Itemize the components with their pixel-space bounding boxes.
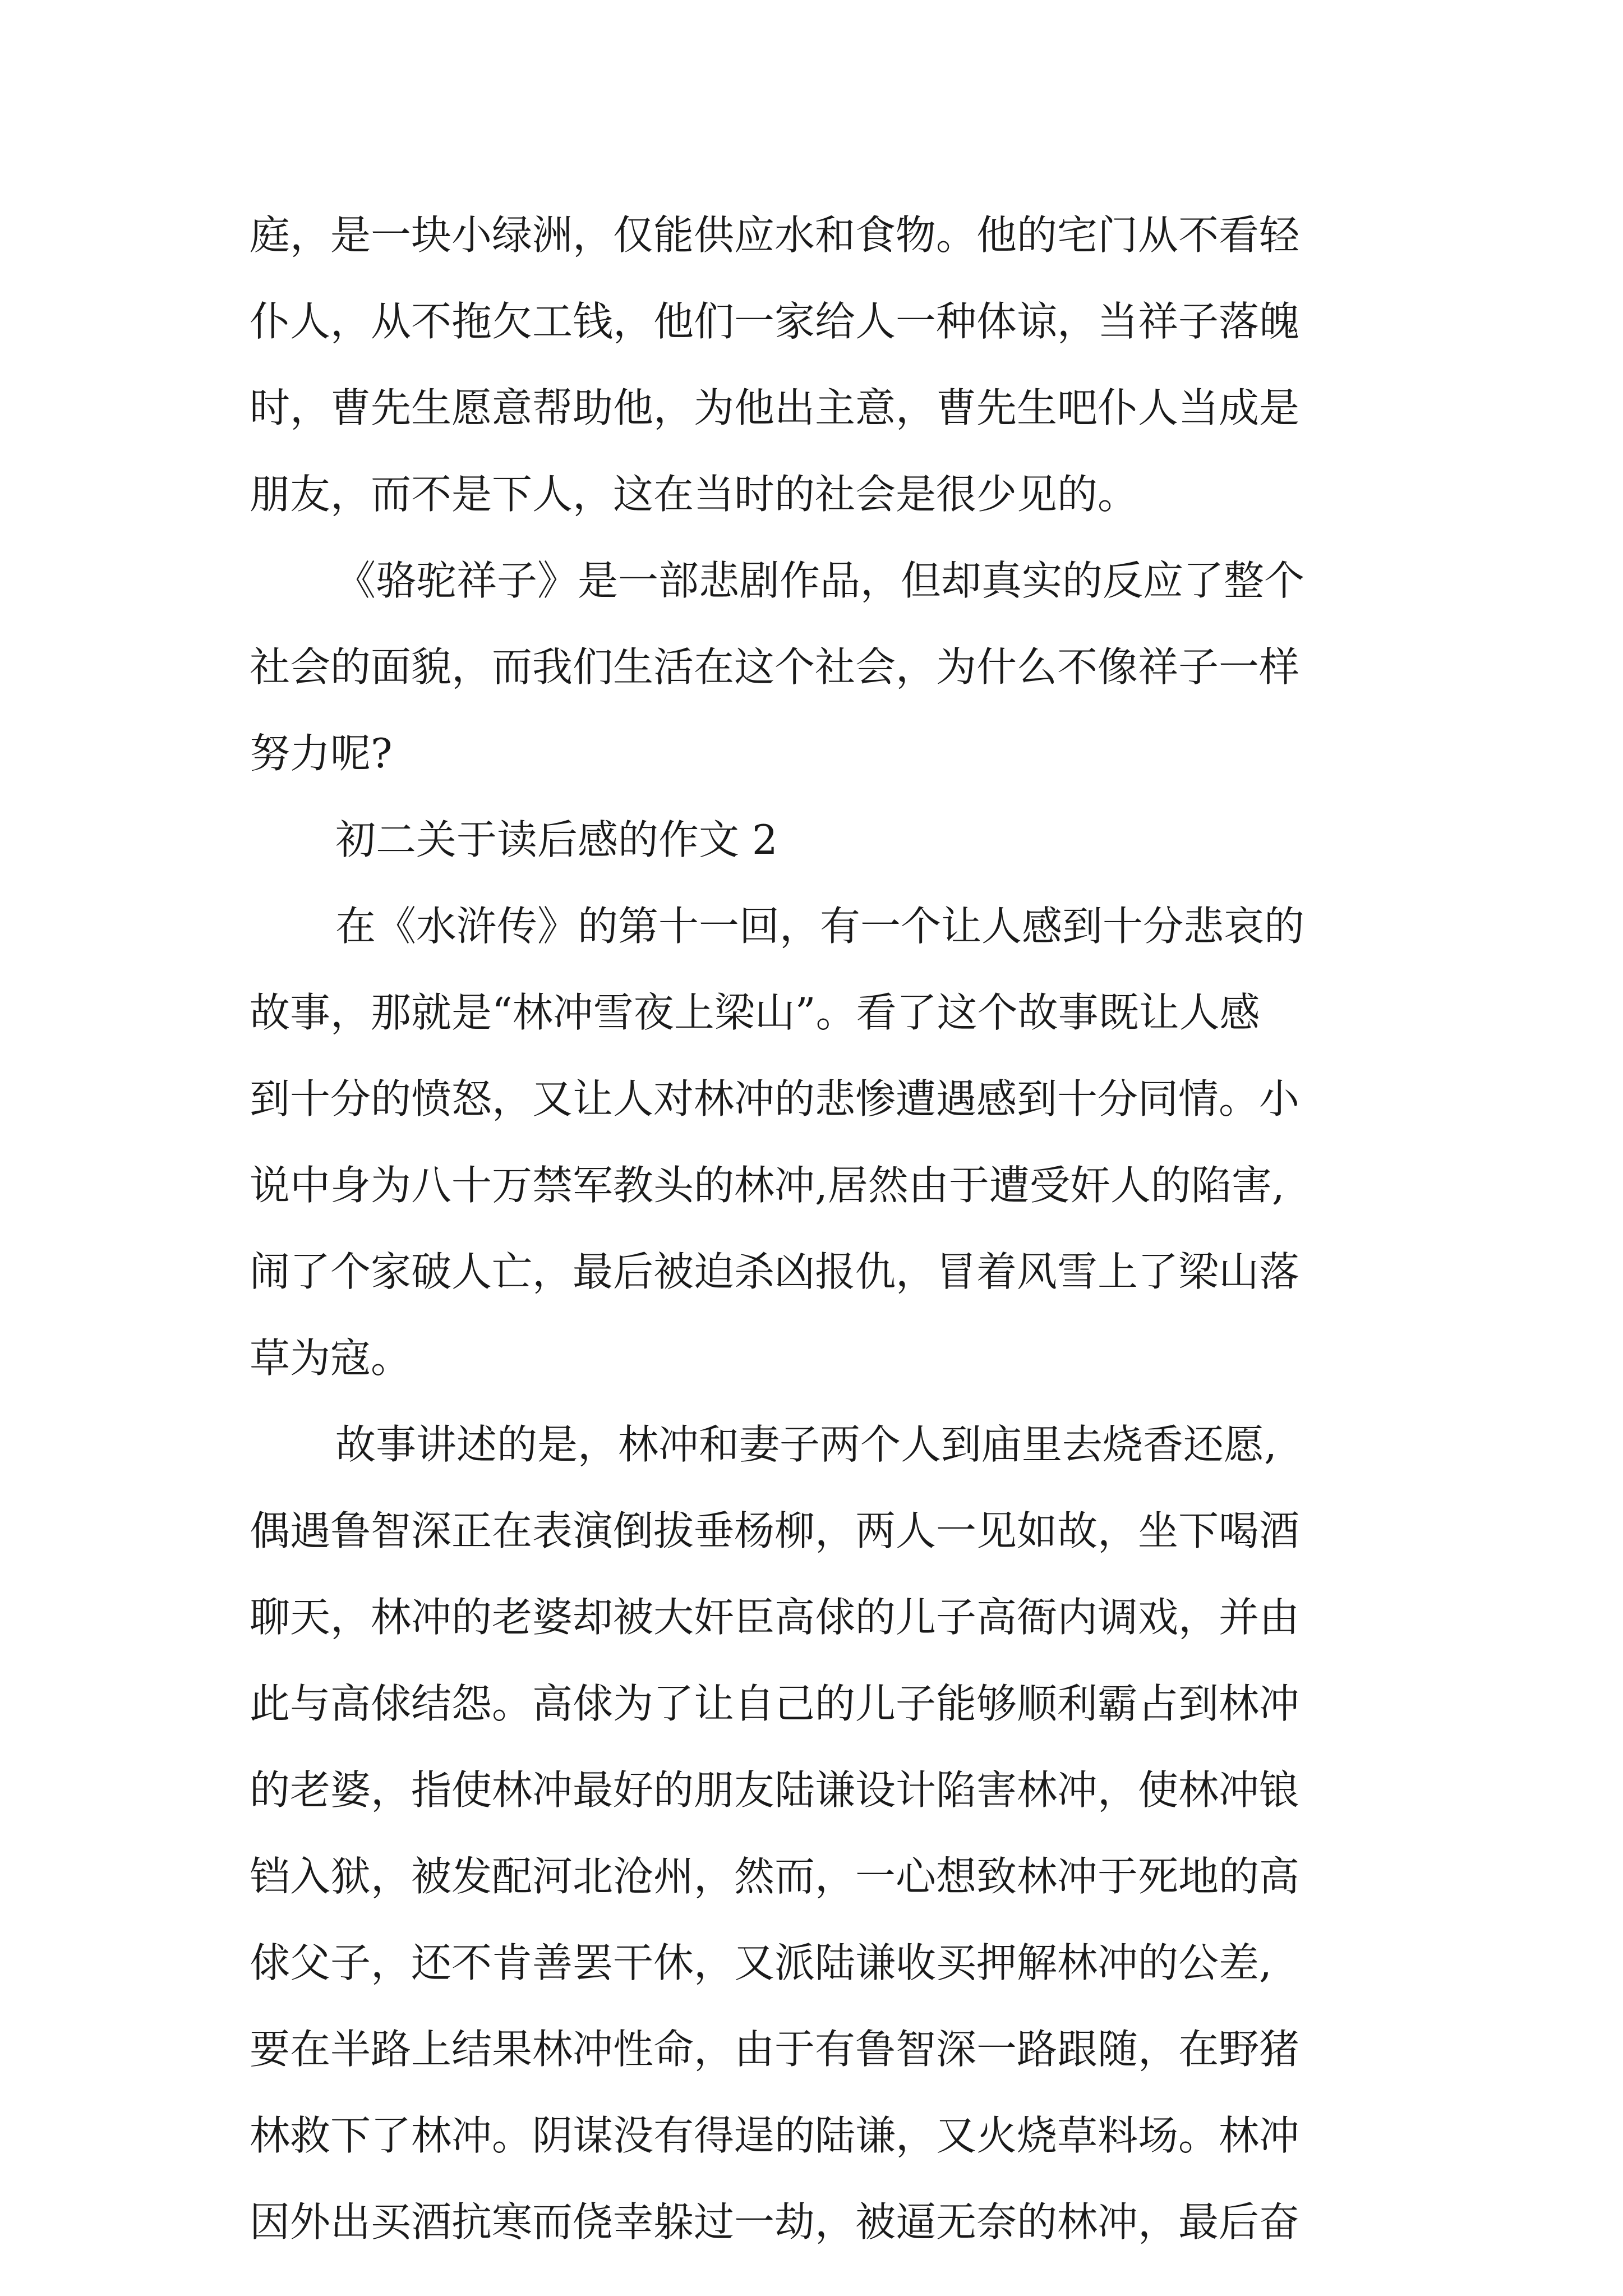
section-heading: 初二关于读后感的作文 2	[335, 816, 778, 863]
text-line: 林救下了林冲。阴谋没有得逞的陆谦，又火烧草料场。林冲	[250, 2112, 1300, 2159]
text-line: 故事，那就是“林冲雪夜上梁山”。看了这个故事既让人感	[250, 989, 1260, 1036]
text-line: 到十分的愤怒，又让人对林冲的悲惨遭遇感到十分同情。小	[250, 1075, 1300, 1122]
text-line: 时，曹先生愿意帮助他，为他出主意，曹先生吧仆人当成是	[250, 384, 1300, 431]
text-line: 草为寇。	[250, 1335, 412, 1382]
text-line: 铛入狱，被发配河北沧州，然而，一心想致林冲于死地的高	[250, 1853, 1300, 1900]
text-line: 的老婆，指使林冲最好的朋友陆谦设计陷害林冲，使林冲锒	[250, 1766, 1300, 1814]
text-line: 因外出买酒抗寒而侥幸躲过一劫，被逼无奈的林冲，最后奋	[250, 2198, 1300, 2246]
paragraph-first-line: 在《水浒传》的第十一回，有一个让人感到十分悲哀的	[335, 903, 1305, 950]
paragraph-first-line: 《骆驼祥子》是一部悲剧作品，但却真实的反应了整个	[335, 557, 1305, 604]
text-line: 社会的面貌，而我们生活在这个社会，为什么不像祥子一样	[250, 643, 1300, 691]
text-line: 朋友，而不是下人，这在当时的社会是很少见的。	[250, 471, 1138, 518]
paragraph-first-line: 故事讲述的是，林冲和妻子两个人到庙里去烧香还愿,	[335, 1421, 1277, 1468]
text-line: 此与高俅结怨。高俅为了让自己的儿子能够顺利霸占到林冲	[250, 1680, 1300, 1727]
text-line: 庭，是一块小绿洲，仅能供应水和食物。他的宅门从不看轻	[250, 211, 1300, 259]
text-line: 闹了个家破人亡，最后被迫杀凶报仇，冒着风雪上了梁山落	[250, 1248, 1300, 1295]
text-line: 俅父子，还不肯善罢干休，又派陆谦收买押解林冲的公差,	[250, 1939, 1272, 1986]
text-line: 聊天，林冲的老婆却被大奸臣高俅的儿子高衙内调戏，并由	[250, 1594, 1300, 1641]
text-line: 偶遇鲁智深正在表演倒拔垂杨柳，两人一见如故，坐下喝酒	[250, 1507, 1300, 1554]
text-line: 说中身为八十万禁军教头的林冲,居然由于遭受奸人的陷害,	[250, 1162, 1285, 1209]
text-line: 要在半路上结果林冲性命，由于有鲁智深一路跟随，在野猪	[250, 2026, 1300, 2073]
text-line: 努力呢?	[250, 730, 393, 777]
text-line: 仆人，从不拖欠工钱，他们一家给人一种体谅，当祥子落魄	[250, 298, 1300, 345]
